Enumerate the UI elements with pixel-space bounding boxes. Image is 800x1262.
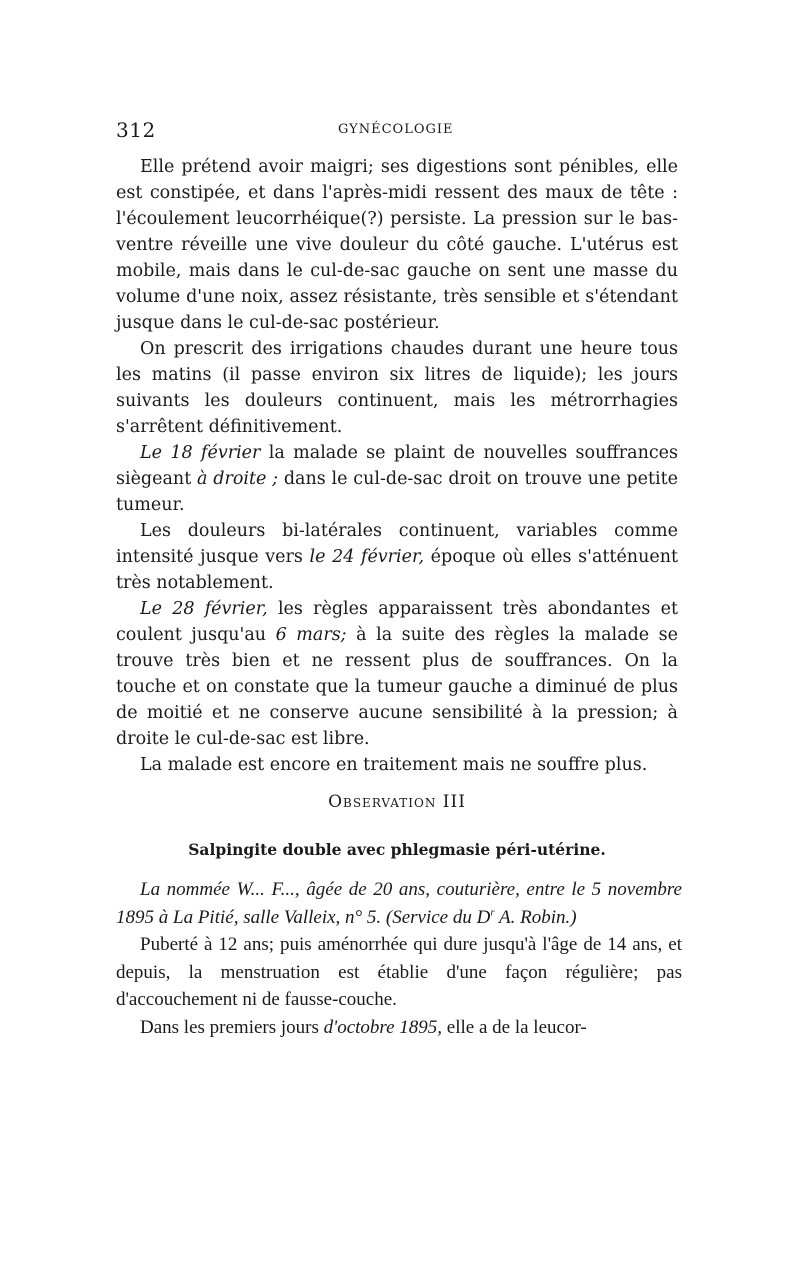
observation-text	[116, 876, 682, 1041]
paragraph-text: la malade se plaint de nouvelles souffrances siègeant	[116, 443, 678, 489]
paragraph: On prescrit des irrigations chaudes durant une heure tous les matins (il passe environ six litres de liquide); les jours suivants les douleurs continuent, mais les métrorrhagies s'arrêtent définitivement.	[116, 339, 678, 437]
date-emphasis: 6 mars;	[275, 625, 347, 645]
observation-subtitle: Salpingite double avec phlegmasie péri-utérine.	[188, 840, 606, 859]
paragraph: Elle prétend avoir maigri; ses digestions sont pénibles, elle est constipée, et dans l'après-midi ressent des maux de tête : l'écoulement leucorrhéique(?) persiste. La pression sur le bas-ventre réveille une vive douleur du côté gauche. L'utérus est mobile, mais dans le cul-de-sac gauche on sent une masse du volume d'une noix, assez résistante, très sensible et s'étendant jusque dans le cul-de-sac postérieur.	[116, 157, 678, 333]
paragraph	[116, 440, 678, 518]
date-emphasis: d'octobre 1895,	[323, 1016, 443, 1038]
paragraph: La malade est encore en traitement mais ne souffre plus.	[140, 755, 648, 775]
superscript: r	[490, 906, 495, 919]
paragraph-text: les règles apparaissent très abondantes et coulent jusqu'au	[116, 599, 678, 645]
emphasis: à droite ;	[197, 469, 279, 489]
paragraph-text: Dans les premiers jours	[140, 1016, 324, 1038]
paragraph-text: dans le cul-de-sac droit on trouve une petite tumeur.	[116, 469, 678, 515]
date-emphasis: Le 18 février	[140, 443, 261, 463]
running-head: GYNÉCOLOGIE	[338, 122, 454, 137]
paragraph-text: à la suite des règles la malade se trouve très bien et ne ressent plus de souffrances. On la touche et on constate que la tumeur gauche a diminué de plus de moitié et ne conserve aucune sensibilité à la pression; à droite le cul-de-sac est libre.	[116, 625, 679, 749]
page-number: 312	[116, 118, 156, 142]
paragraph-text: époque où elles s'atténuent très notablement.	[116, 547, 678, 593]
observation-intro	[116, 876, 682, 931]
intro-text: A. Robin.)	[494, 906, 577, 928]
observation-title: Observation III	[328, 792, 466, 812]
body-text	[116, 154, 678, 778]
paragraph	[116, 518, 678, 596]
paragraph: Puberté à 12 ans; puis aménorrhée qui dure jusqu'à l'âge de 14 ans, et depuis, la menstruation est établie d'une façon régulière; pas d'accouchement ni de fausse-couche.	[116, 934, 682, 1010]
paragraph-text: elle a de la leucor-	[442, 1016, 587, 1038]
intro-text: La nommée W... F..., âgée de 20 ans, couturière, entre le 5 novembre 1895 à La Pitié, salle Valleix, n° 5. (Service du D	[116, 879, 682, 928]
paragraph	[116, 1014, 682, 1042]
date-emphasis: le 24 février,	[309, 547, 425, 567]
paragraph	[116, 596, 678, 752]
paragraph-text: Les douleurs bi-latérales continuent, variables comme intensité jusque vers	[116, 521, 678, 567]
date-emphasis: Le 28 février,	[140, 599, 268, 619]
page-header	[116, 118, 684, 142]
